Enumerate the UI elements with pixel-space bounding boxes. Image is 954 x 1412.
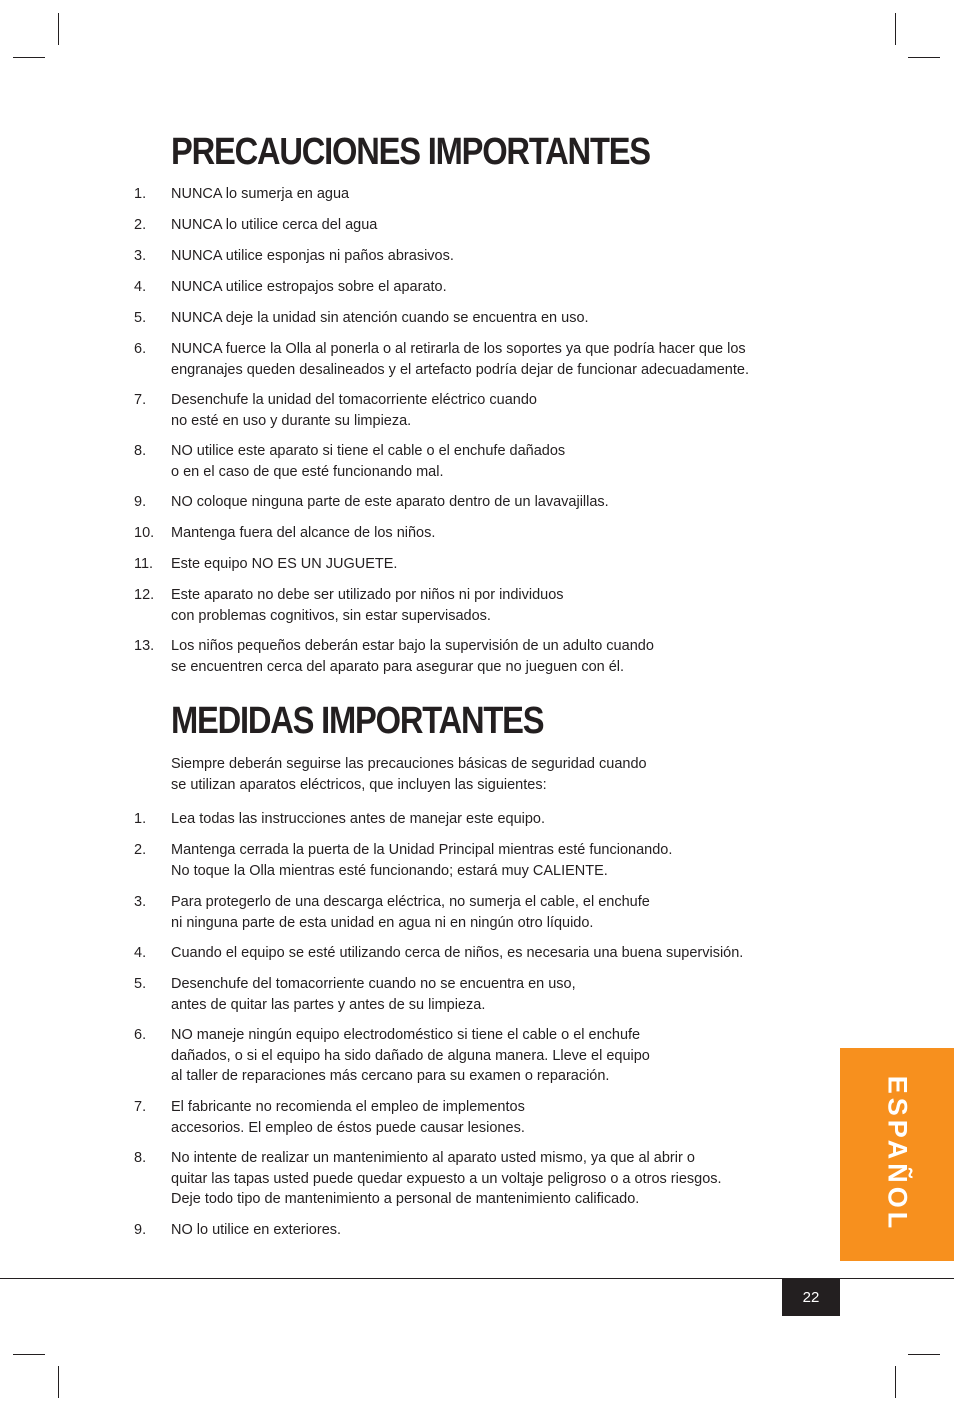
list-item-text: [171, 492, 609, 513]
list-item-line: NUNCA utilice estropajos sobre el aparato.: [171, 279, 447, 295]
list-item-line: Deje todo tipo de mantenimiento a personal de mantenimiento calificado.: [171, 1191, 640, 1207]
list-item-number: 2.: [134, 217, 147, 233]
page-number: 22: [782, 1278, 840, 1316]
list-item-text: [171, 1220, 341, 1241]
list-item-number: 8.: [134, 443, 147, 459]
list-item-number: 4.: [134, 279, 147, 295]
list-item-number: 5.: [134, 310, 147, 326]
list-item-text: [171, 390, 537, 431]
list-item-text: [171, 636, 654, 677]
list-item-line: NUNCA utilice esponjas ni paños abrasivos.: [171, 248, 454, 264]
list-item-text: [171, 184, 349, 205]
list-item-number: 8.: [134, 1150, 147, 1166]
list-item-line: se encuentren cerca del aparato para asegurar que no jueguen con él.: [171, 658, 625, 675]
list-item-text: [171, 974, 576, 1015]
list-item-text: [171, 892, 650, 933]
list-item-number: 9.: [134, 1222, 147, 1238]
list-item-line: Desenchufe del tomacorriente cuando no se encuentra en uso,: [171, 976, 576, 992]
list-item-text: [171, 246, 454, 267]
list-item-line: accesorios. El empleo de éstos puede causar lesiones.: [171, 1119, 525, 1136]
list-item-text: [171, 1097, 525, 1138]
list-item-number: 12.: [134, 587, 155, 603]
list-item-line: Mantenga fuera del alcance de los niños.: [171, 525, 436, 541]
crop-mark: [13, 57, 45, 58]
list-item-line: NO utilice este aparato si tiene el cable o el enchufe dañados: [171, 443, 566, 459]
list-item-text: [171, 441, 565, 482]
list-item-number: 4.: [134, 945, 147, 961]
crop-mark: [58, 13, 59, 45]
list-item-text: [171, 943, 743, 964]
list-item-line: NUNCA lo sumerja en agua: [171, 186, 350, 202]
list-item-line: NO coloque ninguna parte de este aparato dentro de un lavavajillas.: [171, 494, 609, 510]
list-item-line: ni ninguna parte de esta unidad en agua ni en ningún otro líquido.: [171, 914, 594, 931]
medidas-title: MEDIDAS IMPORTANTES: [171, 700, 544, 742]
list-item-text: [171, 554, 397, 575]
list-item-number: 6.: [134, 1027, 147, 1043]
list-item-line: No intente de realizar un mantenimiento al aparato usted mismo, ya que al abrir o: [171, 1150, 695, 1166]
list-item-number: 11.: [134, 556, 154, 572]
list-item-line: quitar las tapas usted puede quedar expuesto a un voltaje peligroso o a otros riesgos.: [171, 1170, 722, 1187]
list-item-line: engranajes queden desalineados y el artefacto podría dejar de funcionar adecuadamente.: [171, 361, 749, 378]
medidas-intro: [171, 754, 647, 795]
list-item-text: [171, 809, 545, 830]
language-tab: [840, 1048, 954, 1261]
list-item-text: [171, 1148, 722, 1210]
list-item-line: NUNCA fuerce la Olla al ponerla o al retirarla de los soportes ya que podría hacer que los: [171, 341, 746, 357]
list-item-number: 1.: [134, 186, 147, 202]
list-item-text: [171, 277, 447, 298]
list-item-line: Este equipo NO ES UN JUGUETE.: [171, 556, 398, 572]
crop-mark: [58, 1366, 59, 1398]
list-item-number: 3.: [134, 248, 147, 264]
list-item-line: antes de quitar las partes y antes de su limpieza.: [171, 996, 486, 1013]
list-item-text: [171, 840, 672, 881]
precauciones-title: PRECAUCIONES IMPORTANTES: [171, 131, 650, 173]
list-item-line: Lea todas las instrucciones antes de manejar este equipo.: [171, 811, 546, 827]
list-item-line: al taller de reparaciones más cercano para su examen o reparación.: [171, 1068, 610, 1084]
list-item-number: 5.: [134, 976, 147, 992]
list-item-line: NUNCA deje la unidad sin atención cuando se encuentra en uso.: [171, 310, 589, 326]
list-item-line: Cuando el equipo se esté utilizando cerca de niños, es necesaria una buena supervisión.: [171, 945, 744, 961]
list-item-number: 13.: [134, 638, 155, 654]
crop-mark: [895, 13, 896, 45]
list-item-text: [171, 215, 377, 236]
list-item-number: 10.: [134, 525, 155, 541]
list-item-number: 6.: [134, 341, 147, 357]
list-item-number: 1.: [134, 811, 147, 827]
crop-mark: [895, 1366, 896, 1398]
list-item-line: Para protegerlo de una descarga eléctrica, no sumerja el cable, el enchufe: [171, 894, 650, 910]
list-item-line: No toque la Olla mientras esté funcionando; estará muy CALIENTE.: [171, 862, 608, 879]
list-item-number: 7.: [134, 392, 147, 408]
medidas-intro-line: se utilizan aparatos eléctricos, que incluyen las siguientes:: [171, 776, 547, 793]
list-item-line: NUNCA lo utilice cerca del agua: [171, 217, 378, 233]
crop-mark: [13, 1354, 45, 1355]
medidas-intro-line: Siempre deberán seguirse las precauciones básicas de seguridad cuando: [171, 756, 647, 772]
list-item-number: 2.: [134, 842, 147, 858]
list-item-line: con problemas cognitivos, sin estar supervisados.: [171, 607, 491, 624]
list-item-line: Desenchufe la unidad del tomacorriente eléctrico cuando: [171, 392, 537, 408]
list-item-text: [171, 1025, 650, 1087]
list-item-line: El fabricante no recomienda el empleo de implementos: [171, 1099, 525, 1115]
list-item-number: 7.: [134, 1099, 147, 1115]
list-item-line: NO maneje ningún equipo electrodoméstico si tiene el cable o el enchufe: [171, 1027, 641, 1043]
list-item-line: Este aparato no debe ser utilizado por niños ni por individuos: [171, 587, 564, 603]
list-item-line: o en el caso de que esté funcionando mal.: [171, 463, 444, 480]
list-item-line: dañados, o si el equipo ha sido dañado de alguna manera. Lleve el equipo: [171, 1047, 650, 1064]
list-item-number: 3.: [134, 894, 147, 910]
list-item-line: NO lo utilice en exteriores.: [171, 1222, 342, 1238]
language-tab-label: ESPAÑOL: [882, 1075, 913, 1233]
list-item-text: [171, 308, 589, 329]
list-item-line: Mantenga cerrada la puerta de la Unidad Principal mientras esté funcionando.: [171, 842, 673, 858]
crop-mark: [908, 1354, 940, 1355]
list-item-text: [171, 339, 749, 380]
crop-mark: [908, 57, 940, 58]
list-item-text: [171, 523, 435, 544]
list-item-text: [171, 585, 564, 626]
list-item-number: 9.: [134, 494, 147, 510]
list-item-line: no esté en uso y durante su limpieza.: [171, 412, 412, 429]
list-item-line: Los niños pequeños deberán estar bajo la supervisión de un adulto cuando: [171, 638, 654, 654]
